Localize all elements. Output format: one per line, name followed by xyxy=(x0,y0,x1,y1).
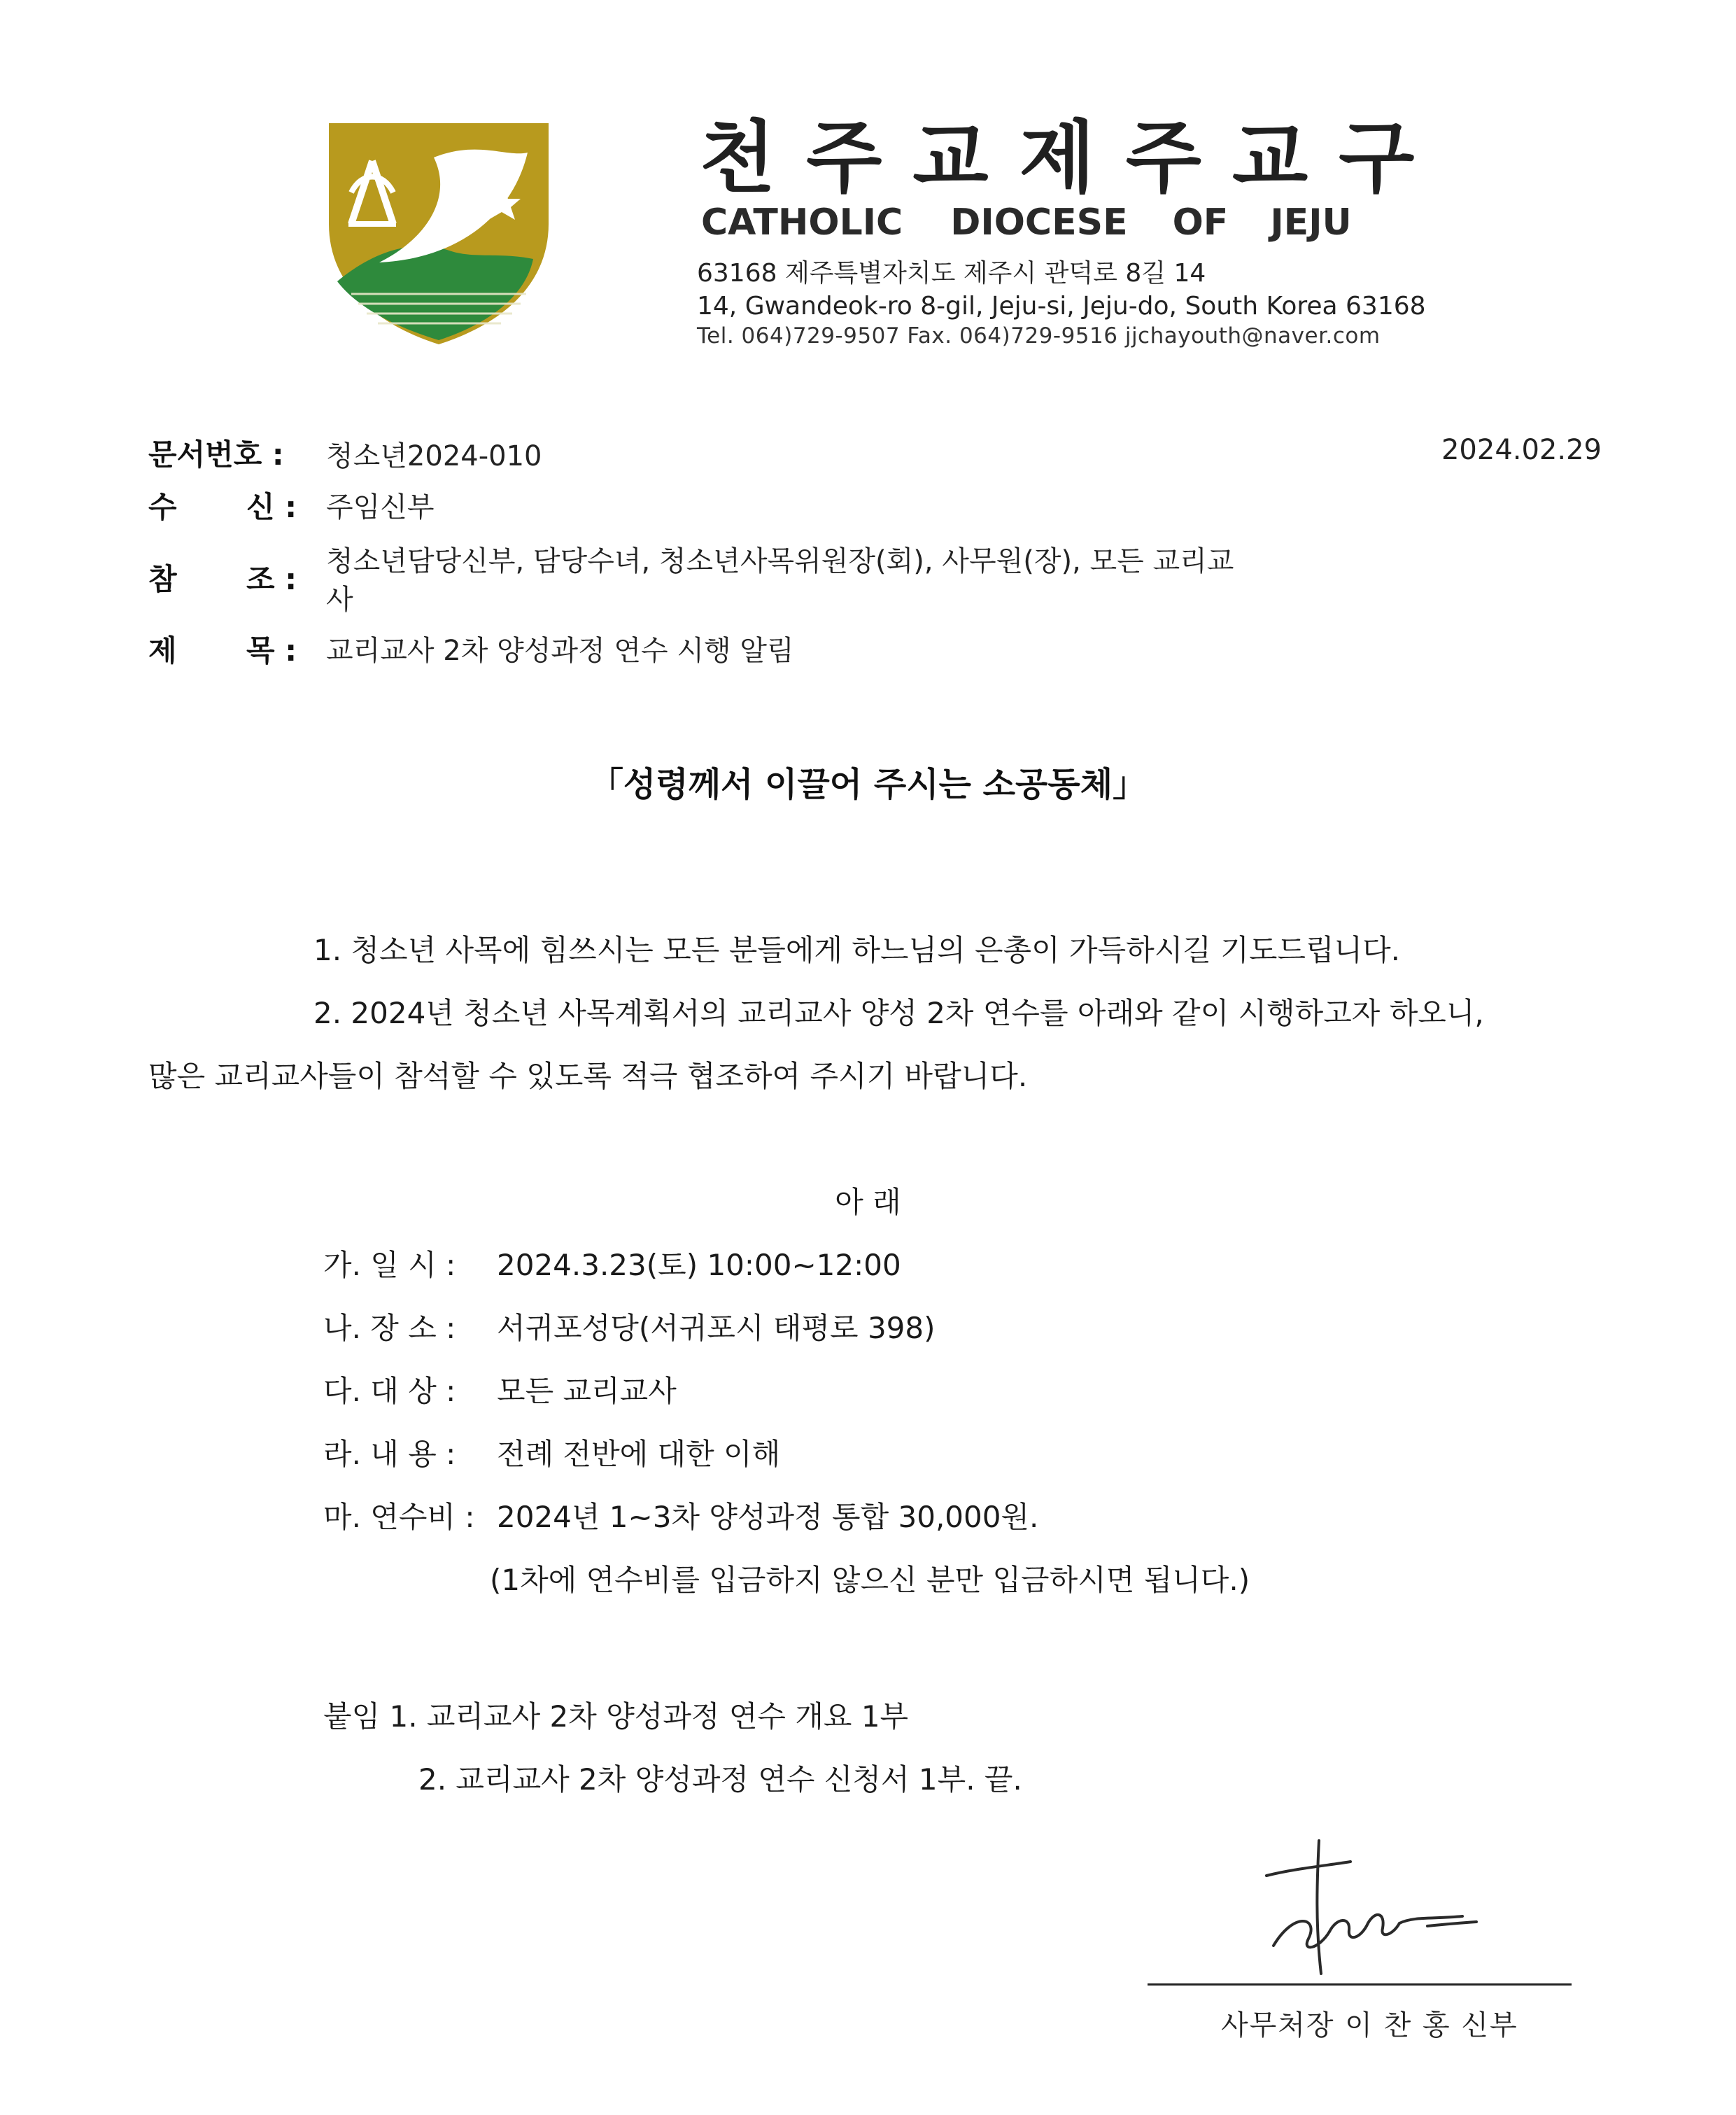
recipient-label-b: 신 : xyxy=(246,490,297,524)
org-en-word: OF xyxy=(1172,202,1229,244)
org-en-word: DIOCESE xyxy=(950,202,1128,244)
org-en-word: CATHOLIC xyxy=(701,202,903,244)
reference-line-2: 사 xyxy=(326,584,353,616)
signature-line xyxy=(1148,1983,1572,1986)
reference-line-1: 청소년담당신부, 담당수녀, 청소년사목위원장(회), 사무원(장), 모든 교리교 xyxy=(326,545,1234,577)
attachment-line-1: 붙임 1. 교리교사 2차 양성과정 연수 개요 1부 xyxy=(323,1699,909,1734)
detail-label: 다. 대 상 : xyxy=(323,1374,456,1408)
body-paragraph-2-line-1: 2. 2024년 청소년 사목계획서의 교리교사 양성 2차 연수를 아래와 같이 시행하고자 하오니, xyxy=(313,996,1484,1030)
detail-value: 2024.3.23(토) 10:00~12:00 xyxy=(497,1248,901,1282)
diocese-shield-logo xyxy=(323,119,554,346)
handwritten-signature xyxy=(1252,1834,1483,1981)
detail-label: 가. 일 시 : xyxy=(323,1248,456,1282)
detail-value: 전례 전반에 대한 이해 xyxy=(497,1437,781,1471)
address-korean: 63168 제주특별자치도 제주시 관덕로 8길 14 xyxy=(697,259,1206,288)
organization-name-english xyxy=(701,202,1352,244)
doc-number-label: 문서번호 : xyxy=(148,437,284,472)
signer-name: 사무처장 이 찬 홍 신부 xyxy=(1221,2009,1518,2042)
slogan: 「성령께서 이끌어 주시는 소공동체」 xyxy=(589,765,1147,804)
details-heading: 아 래 xyxy=(835,1185,901,1219)
detail-label: 나. 장 소 : xyxy=(323,1311,456,1345)
detail-value: 서귀포성당(서귀포시 태평로 398) xyxy=(497,1311,936,1345)
recipient-label-a: 수 xyxy=(148,490,177,524)
reference-label-b: 조 : xyxy=(246,562,297,596)
body-paragraph-1: 1. 청소년 사목에 힘쓰시는 모든 분들에게 하느님의 은총이 가득하시길 기도드립니다. xyxy=(313,933,1401,967)
fee-note: (1차에 연수비를 입금하지 않으신 분만 입금하시면 됩니다.) xyxy=(490,1563,1250,1597)
org-en-word: JEJU xyxy=(1270,202,1352,244)
subject-label-a: 제 xyxy=(148,633,177,668)
reference-label-a: 참 xyxy=(148,562,177,596)
document-date: 2024.02.29 xyxy=(1441,434,1602,466)
detail-label: 마. 연수비 : xyxy=(323,1500,475,1534)
detail-value: 2024년 1~3차 양성과정 통합 30,000원. xyxy=(497,1500,1039,1534)
recipient: 주임신부 xyxy=(326,491,435,524)
detail-value: 모든 교리교사 xyxy=(497,1374,677,1408)
subject: 교리교사 2차 양성과정 연수 시행 알림 xyxy=(326,635,794,667)
subject-label-b: 목 : xyxy=(246,633,297,668)
body-paragraph-2-line-2: 많은 교리교사들이 참석할 수 있도록 적극 협조하여 주시기 바랍니다. xyxy=(148,1059,1028,1093)
attachment-line-2: 2. 교리교사 2차 양성과정 연수 신청서 1부. 끝. xyxy=(418,1762,1022,1797)
contact-info: Tel. 064)729-9507 Fax. 064)729-9516 jjchayouth@naver.com xyxy=(697,323,1381,349)
detail-label: 라. 내 용 : xyxy=(323,1437,456,1471)
doc-number: 청소년2024-010 xyxy=(326,440,542,472)
organization-name-korean: 천주교제주교구 xyxy=(700,113,1446,204)
address-english: 14, Gwandeok-ro 8-gil, Jeju-si, Jeju-do, South Korea 63168 xyxy=(697,292,1426,321)
